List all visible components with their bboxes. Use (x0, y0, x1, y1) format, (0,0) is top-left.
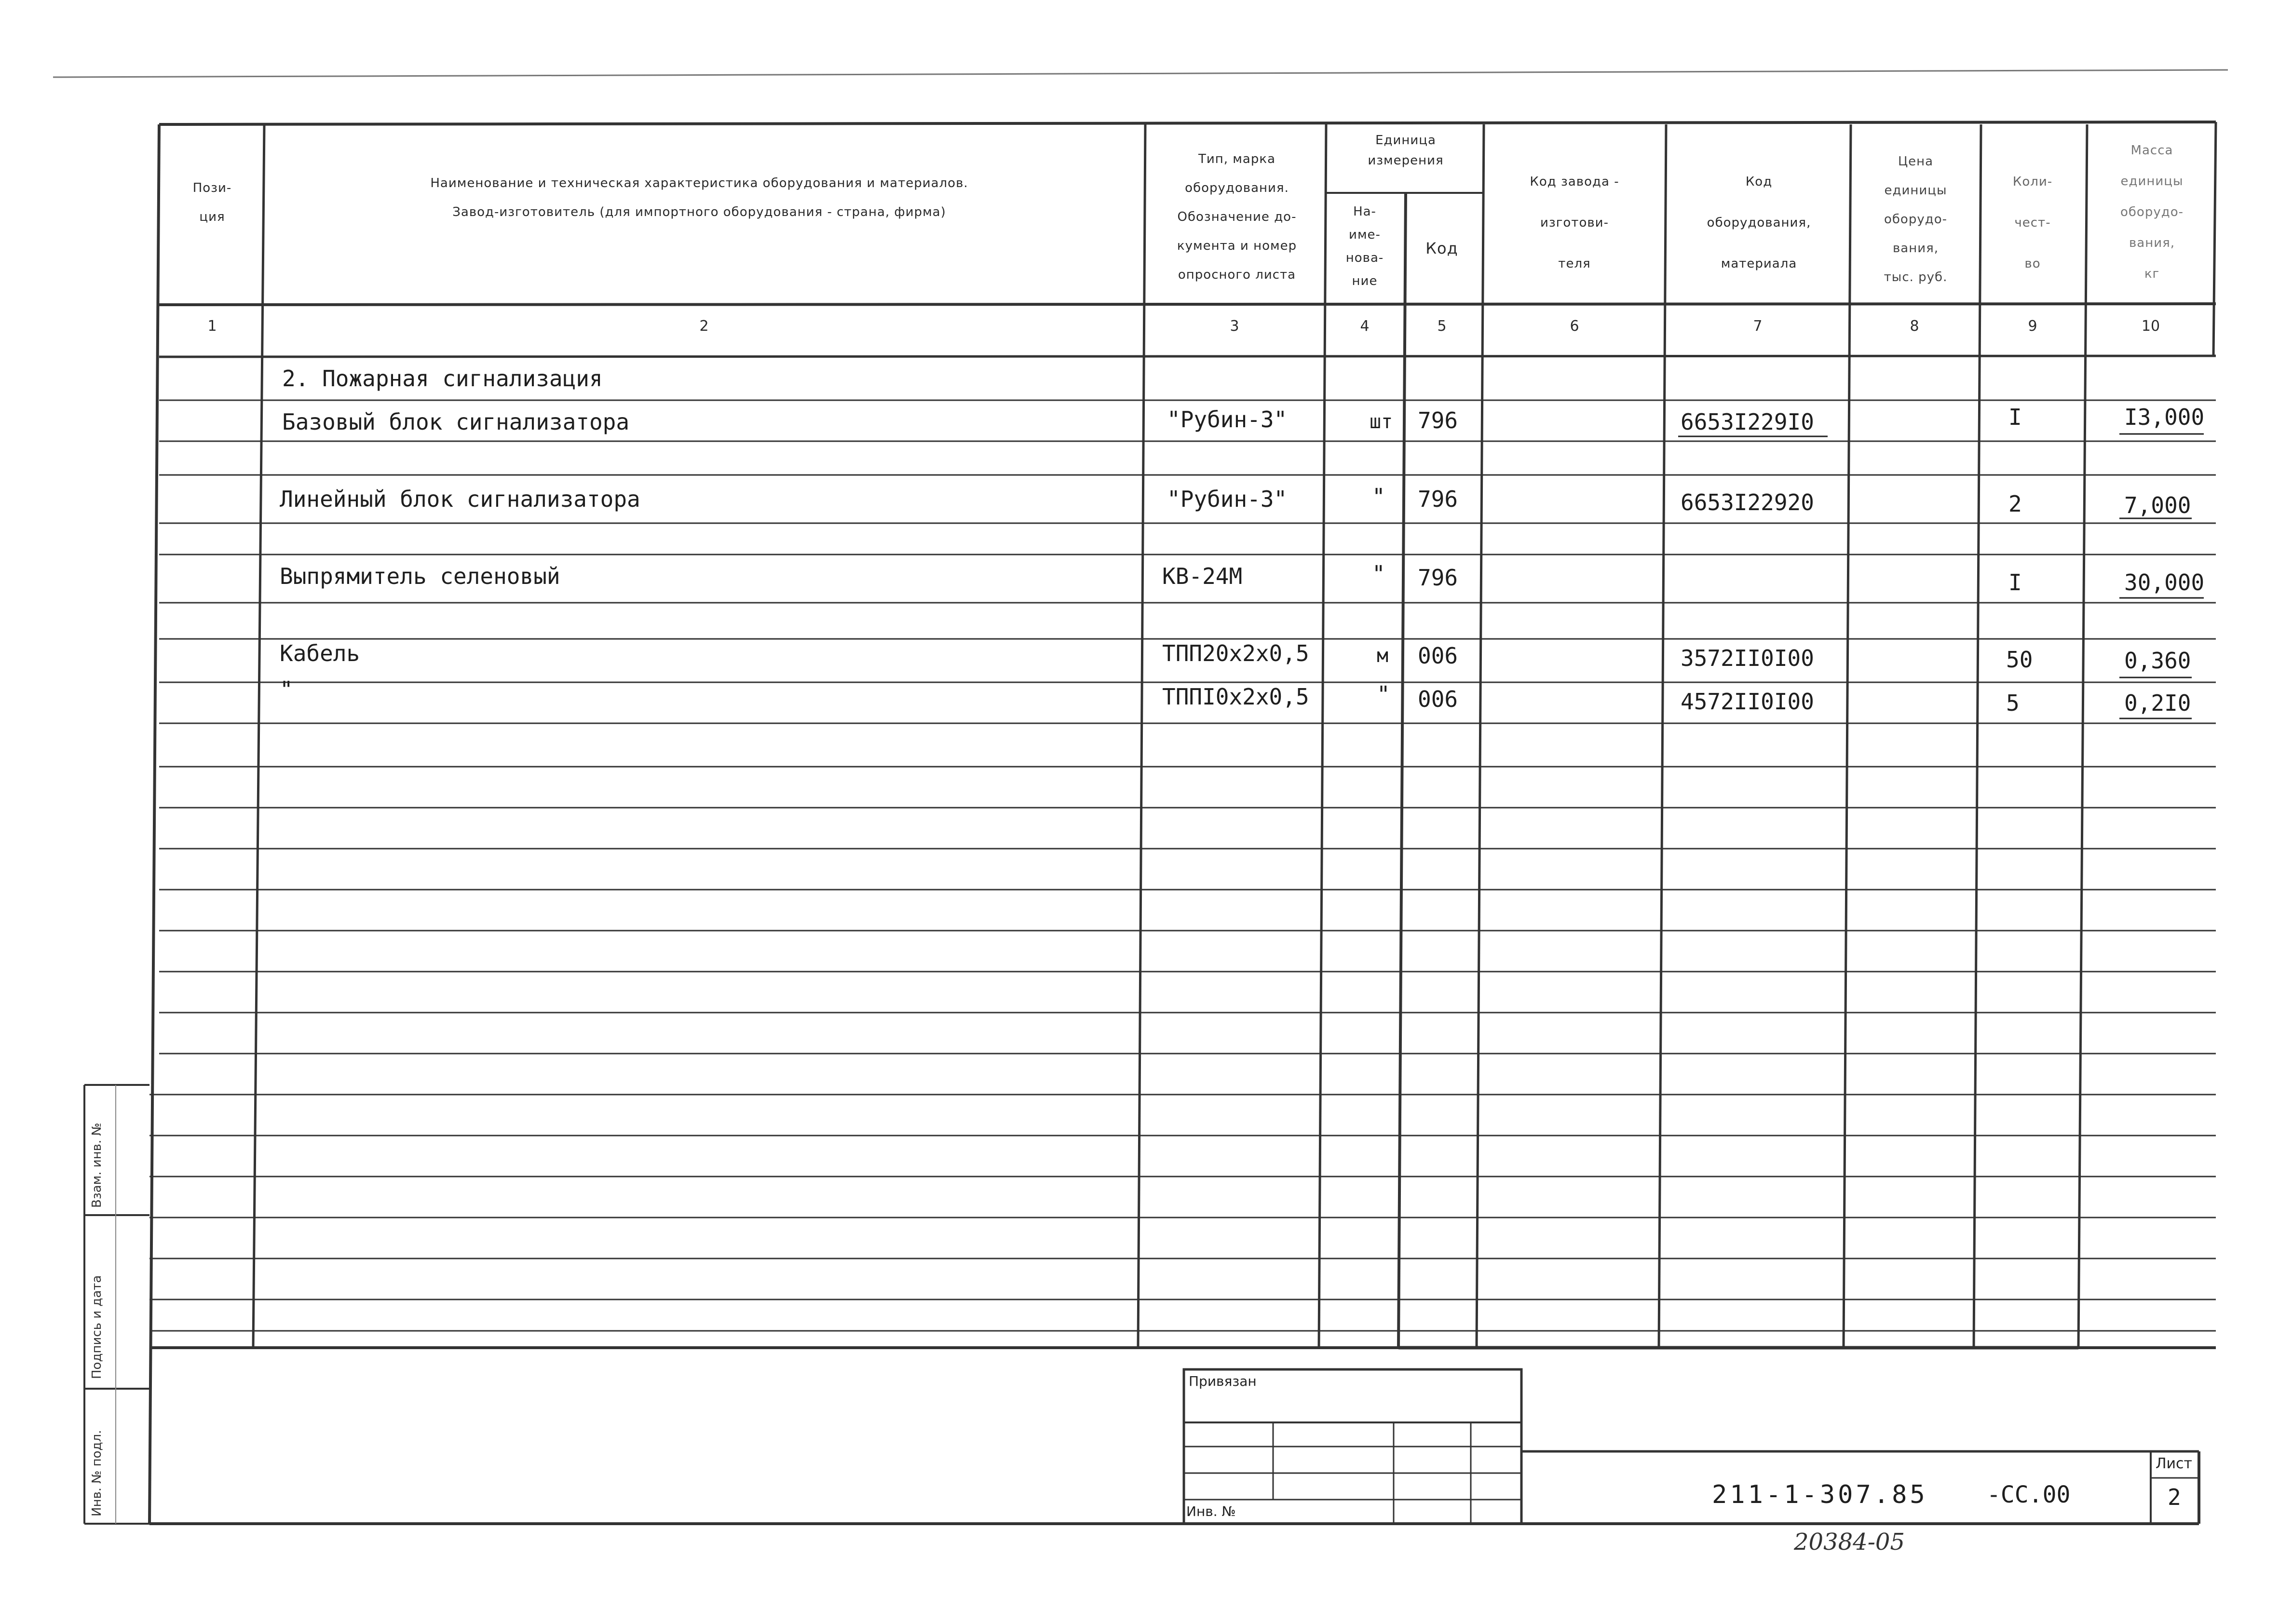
item-unit: " (1372, 561, 1385, 587)
item-unit-code: 006 (1418, 686, 1458, 712)
item-mass: 0,2I0 (2124, 690, 2191, 716)
side-label-inv-original: Инв. № подл. (90, 1430, 104, 1516)
item-unit-code: 796 (1418, 486, 1458, 512)
column-number-10: 10 (2141, 318, 2160, 335)
item-name: Базовый блок сигнализатора (282, 409, 630, 435)
item-mass: I3,000 (2124, 404, 2205, 430)
item-quantity: 50 (2006, 647, 2033, 673)
column-number-4: 4 (1360, 318, 1370, 335)
header-col6: Код завода - изготови- теля (1530, 175, 1619, 271)
item-unit: шт (1370, 411, 1393, 433)
item-name: Линейный блок сигнализатора (280, 486, 640, 512)
header-col2: Наименование и техническая характеристика оборудования и материалов. Завод-изготовитель (для импортного оборудования - страна, фирма) (430, 176, 968, 219)
item-mass: 7,000 (2124, 492, 2191, 518)
item-name: Выпрямитель селеновый (280, 563, 560, 589)
document-suffix: -СС.00 (1987, 1481, 2071, 1508)
sheet-number: 2 (2168, 1484, 2181, 1510)
item-type: ТПП20х2х0,5 (1162, 640, 1309, 666)
side-label-signature: Подпись и дата (90, 1275, 104, 1379)
column-number-6: 6 (1570, 318, 1579, 335)
header-col1: Пози- ция (192, 181, 232, 224)
item-equipment-code: 4572II0I00 (1681, 689, 1814, 715)
document-designation: 211-1-307.85 (1712, 1480, 1928, 1509)
header-col9: Коли- чест- во (2012, 175, 2053, 271)
header-col3: Тип, марка оборудования. Обозначение до- кумента и номер опросного листа (1177, 152, 1297, 282)
item-equipment-code: 3572II0I00 (1681, 645, 1814, 671)
item-type: "Рубин-3" (1167, 406, 1288, 433)
item-quantity: 5 (2006, 690, 2020, 716)
item-unit-code: 006 (1418, 643, 1458, 669)
item-unit: " (1377, 681, 1390, 707)
item-type: КВ-24М (1162, 563, 1243, 589)
header-col5: Код (1425, 239, 1458, 257)
column-number-3: 3 (1230, 318, 1239, 335)
column-number-1: 1 (207, 318, 217, 335)
column-number-7: 7 (1753, 318, 1763, 335)
item-type: ТППI0х2х0,5 (1162, 684, 1309, 710)
header-unit-group: Единица измерения (1368, 133, 1444, 168)
header-col10: Масса единицы оборудо- вания, кг (2120, 143, 2184, 281)
item-type: "Рубин-3" (1167, 486, 1288, 512)
item-unit: м (1377, 645, 1389, 667)
header-col8: Цена единицы оборудо- вания, тыс. руб. (1884, 154, 1948, 284)
item-equipment-code: 6653I229I0 (1681, 409, 1814, 435)
item-name: " (280, 677, 293, 703)
handwritten-note: 20384-05 (1794, 1529, 1905, 1556)
item-quantity: I (2008, 569, 2022, 595)
section-title: 2. Пожарная сигнализация (282, 365, 603, 392)
stamp-bound-label: Привязан (1189, 1373, 1257, 1389)
column-number-8: 8 (1910, 318, 1919, 335)
item-name: Кабель (280, 640, 360, 666)
item-unit-code: 796 (1418, 407, 1458, 433)
sheet-label: Лист (2156, 1455, 2193, 1472)
item-quantity: I (2008, 404, 2022, 430)
column-number-5: 5 (1437, 318, 1447, 335)
item-equipment-code: 6653I22920 (1681, 489, 1814, 515)
column-number-2: 2 (699, 318, 709, 335)
item-mass: 0,360 (2124, 648, 2191, 674)
item-unit: " (1372, 484, 1385, 510)
item-quantity: 2 (2008, 491, 2022, 517)
item-mass: 30,000 (2124, 569, 2205, 595)
stamp-inv-label: Инв. № (1186, 1503, 1236, 1519)
header-col7: Код оборудования, материала (1707, 175, 1811, 271)
header-col4: На- име- нова- ние (1345, 204, 1384, 288)
column-number-9: 9 (2028, 318, 2037, 335)
side-label-replaced: Взам. инв. № (90, 1123, 104, 1208)
item-unit-code: 796 (1418, 565, 1458, 591)
